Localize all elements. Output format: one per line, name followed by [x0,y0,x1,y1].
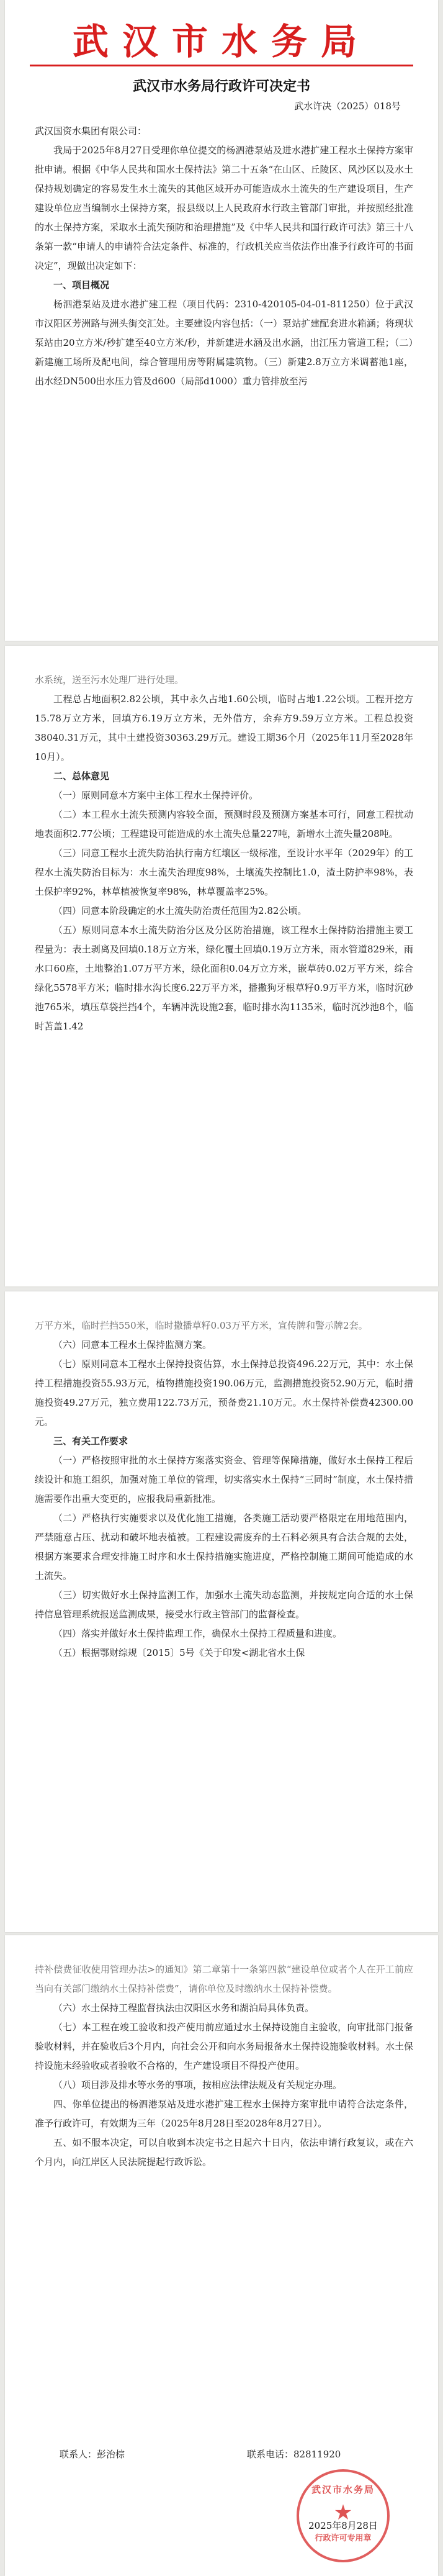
requirement-6: （六）水土保持工程监督执法由汉阳区水务和湖泊局具体负责。 [53,2002,315,2013]
seal-star-icon: ★ [333,2500,353,2525]
page-3-body [35,1316,413,1663]
section-5-paragraph: 五、如不服本决定，可以自收到本决定书之日起六十日内，依法申请行政复议，或在六个月内，向江岸区人民法院提起行政诉讼。 [35,2137,413,2167]
section-2-heading: 二、总体意见 [53,771,110,782]
continued-text: 水系统，送至污水处理厂进行处理。 [35,674,184,685]
area-paragraph: 工程总占地面积2.82公顷，其中永久占地1.60公顷，临时占地1.22公顷。工程开挖方15.78万立方米，回填方6.19万立方米，无外借方，余弃方9.59万立方米。工程总投资38040.31万元，其中土建投资30363.29万元。建设工期36个月（2025年11月至2028年10月）。 [35,694,413,762]
page-2-body [35,671,413,1036]
requirement-3: （三）切实做好水土保持监测工作，加强水土流失动态监测，并按规定向合适的水土保持信息管理系统报送监测成果，接受水行政主管部门的监督检查。 [35,1589,413,1620]
document-page-1 [5,0,438,641]
seal-text: 武汉市水务局 [311,2484,375,2495]
seal-subtext: 行政许可专用章 [315,2534,372,2543]
continued-text: 持补偿费征收使用管理办法>的通知》第二章第十一条第四款“建设单位或者个人在开工前应当向有关部门缴纳水土保持补偿费”，请你单位及时缴纳水土保持补偿费。 [35,1964,413,1994]
section-4-paragraph: 四、你单位提出的杨泗港泵站及进水港扩建工程水土保持方案审批申请符合法定条件，准予行政许可，有效期为三年（2025年8月28日至2028年8月27日）。 [35,2099,413,2129]
opinion-3: （三）同意工程水土流失防治执行南方红壤区一级标准，至设计水平年（2029年）的工程水土流失防治目标为：水土流失治理度98%，土壤流失控制比1.0，渣土防护率98%，表土保护率92%，林草植被恢复率98%，林草覆盖率25%。 [35,847,413,897]
section-1-heading: 一、项目概况 [53,279,110,291]
agency-header: 武汉市水务局 [72,20,370,63]
requirement-1: （一）严格按照审批的水土保持方案落实资金、管理等保障措施，做好水土保持工程后续设计和施工组织，加强对施工单位的管理，切实落实水土保持“三同时”制度，水土保持措施需要作出重大变更的，应报我局重新批准。 [35,1455,413,1504]
requirement-2: （二）严格执行实施要求以及优化施工措施，各类施工活动要严格限定在用地范围内，严禁随意占压、扰动和破坏地表植被。工程建设需废弃的土石料必须具有合法合规的去处，根据方案要求合理安排施工时序和水土保持措施实施进度，严格控制施工期间可能造成的水土流失。 [35,1512,413,1581]
contact-person: 联系人：彭治棕 [60,2449,125,2460]
continued-text: 万平方米，临时拦挡550米，临时撒播草籽0.03万平方米，宣传牌和警示牌2套。 [35,1320,368,1331]
requirement-4: （四）落实并做好水土保持监理工作，确保水土保持工程质量和进度。 [53,1628,342,1639]
opinion-7: （七）原则同意本工程水土保持投资估算，水土保持总投资496.22万元，其中：水土保持工程措施投资55.93万元，植物措施投资190.06万元，监测措施投资52.90万元，临时措施投资49.27万元，独立费用122.73万元，预备费21.10万元。水土保持补偿费42300.00元。 [35,1358,413,1427]
intro-paragraph: 我局于2025年8月27日受理你单位提交的杨泗港泵站及进水港扩建工程水土保持方案审批申请。根据《中华人民共和国水土保持法》第二十五条“在山区、丘陵区、风沙区以及水土保持规划确定的容易发生水土流失的其他区域开办可能造成水土流失的生产建设项目，生产建设单位应当编制水土保持方案，报县级以上人民政府水行政主管部门审批，并按照经批准的水土保持方案，采取水土流失预防和治理措施”及《中华人民共和国行政许可法》第三十八条第一款“申请人的申请符合法定条件、标准的，行政机关应当依法作出准予行政许可的书面决定”，现做出决定如下： [35,145,413,271]
requirement-7: （七）本工程在竣工验收和投产使用前应通过水土保持设施自主验收，向审批部门报备验收材料，并在验收后3个月内，向社会公开和向水务局报备水土保持设施验收材料。水土保持设施未经验收或者验收不合格的，生产建设项目不得投产使用。 [35,2022,413,2071]
page-4-body [35,1960,413,2172]
issue-date: 2025年8月28日 [308,2520,378,2531]
opinion-6: （六）同意本工程水土保持监测方案。 [53,1339,212,1350]
document-title: 武汉市水务局行政许可决定书 [132,78,310,94]
document-page-2 [5,646,438,1286]
requirement-5: （五）根据鄂财综规〔2015〕5号《关于印发<湖北省水土保 [53,1647,305,1658]
header-divider [30,65,413,66]
overview-paragraph: 杨泗港泵站及进水港扩建工程（项目代码：2310-420105-04-01-811250）位于武汉市汉阳区芳洲路与洲头街交汇处。主要建设内容包括：（一）泵站扩建配套进水箱涵；将现状泵站由20立方米/秒扩建至40立方米/秒，并新建进水涵及出水涵，出江压力管道工程；（二）新建施工场所及配电间，综合管理用房等附属建筑物。（三）新建2.8万立方米调蓄池1座，出水经DN500出水压力管及d600（局部d1000）重力管排放至污 [35,299,413,387]
opinion-4: （四）同意本阶段确定的水土流失防治责任范围为2.82公顷。 [53,905,307,916]
document-page-3 [5,1291,438,1932]
contact-phone: 联系电话：82811920 [247,2449,341,2460]
opinion-5: （五）原则同意本水土流失防治分区及分区防治措施，该工程水土保持防治措施主要工程量为：表土剥离及回填0.18万立方米，绿化覆土回填0.19万立方米，雨水管道829米，雨水口60座，土地整治1.07万平方米，绿化面积0.04万立方米，嵌草砖0.02万平方米，综合绿化5578平方米；临时排水沟长度6.22万平方米，播撒狗牙根草籽0.9万平方米，临时沉砂池765米，填压草袋拦挡4个，车辆冲洗设施2套，临时排水沟1135米，临时沉沙池8个，临时苫盖1.42 [35,924,413,1032]
opinion-2: （二）本工程水土流失预测内容较全面，预测时段及预测方案基本可行，同意工程扰动地表面积2.77公顷；工程建设可能造成的水土流失总量227吨，新增水土流失量208吨。 [35,809,413,839]
document-number: 武水许决（2025）018号 [294,101,401,112]
recipient: 武汉国资水集团有限公司： [35,125,147,137]
opinion-1: （一）原则同意本方案中主体工程水土保持评价。 [53,790,259,801]
document-page-4 [5,1935,438,2576]
requirement-8: （八）项目涉及排水等水务的事项，按相应法律法规及有关规定办理。 [53,2079,342,2090]
official-seal [297,2469,390,2562]
page-1-body [35,122,413,391]
section-3-heading: 三、有关工作要求 [53,1435,128,1447]
